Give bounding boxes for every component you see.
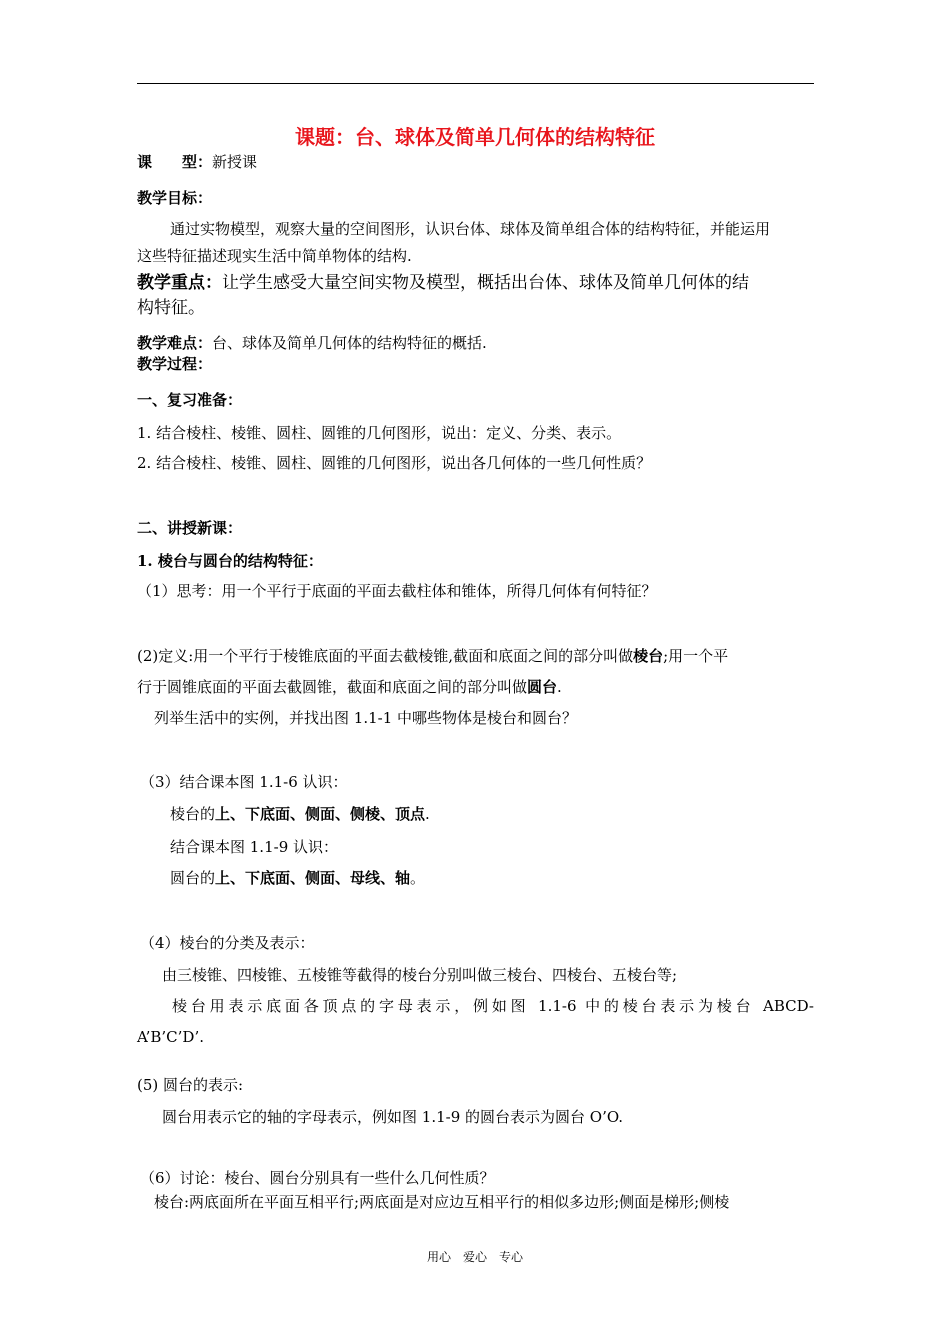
cone-parts-terms: 上、下底面、侧面、母线、轴 [215, 869, 411, 887]
lesson-type-label: 课 型： [137, 153, 213, 171]
review-item-1: 1. 结合棱柱、棱锥、圆柱、圆锥的几何图形，说出：定义、分类、表示。 [137, 424, 622, 442]
cone-parts-prefix: 圆台的 [170, 869, 216, 887]
definition-line-1 [137, 646, 728, 666]
review-heading: 一、复习准备： [137, 391, 243, 409]
frustum-parts-suffix: . [425, 805, 430, 823]
part-4-line-2: 棱台用表示底面各顶点的字母表示，例如图 1.1-6 中的棱台表示为棱台 ABCD- [172, 997, 814, 1015]
part-3-heading: （3）结合课本图 1.1-6 认识： [140, 773, 348, 791]
objectives-heading: 教学目标： [137, 189, 213, 207]
key-points-text: 让学生感受大量空间实物及模型，概括出台体、球体及简单几何体的结 [222, 273, 749, 293]
frustum-parts-prefix: 棱台的 [170, 805, 216, 823]
definition-text: . [557, 678, 562, 696]
lesson-type [137, 152, 257, 172]
part-6-heading: （6）讨论：棱台、圆台分别具有一些什么几何性质？ [140, 1169, 495, 1187]
objectives-line-2: 这些特征描述现实生活中简单物体的结构. [137, 247, 412, 265]
definition-text: (2)定义:用一个平行于棱锥底面的平面去截棱锥,截面和底面之间的部分叫做 [137, 647, 634, 665]
part-4-line-1: 由三棱锥、四棱锥、五棱锥等截得的棱台分别叫做三棱台、四棱台、五棱台等; [162, 966, 678, 984]
frustum-parts-terms: 上、下底面、侧面、侧棱、顶点 [215, 805, 426, 823]
section-1-heading: 1. 棱台与圆台的结构特征： [137, 552, 323, 570]
definition-text: 行于圆锥底面的平面去截圆锥，截面和底面之间的部分叫做 [137, 678, 528, 696]
term-frustum: 棱台 [633, 647, 664, 665]
objectives-line-1: 通过实物模型，观察大量的空间图形，认识台体、球体及简单组合体的结构特征，并能运用 [170, 220, 771, 238]
key-points-line-2: 构特征。 [137, 298, 205, 318]
part-4-line-3: A’B’C’D’. [137, 1028, 204, 1046]
new-lesson-heading: 二、讲授新课： [137, 519, 243, 537]
definition-line-2 [137, 677, 562, 697]
part-5-line: 圆台用表示它的轴的字母表示，例如图 1.1-9 的圆台表示为圆台 O’O. [162, 1108, 624, 1126]
key-points-line-1 [137, 271, 749, 295]
review-item-2: 2. 结合棱柱、棱锥、圆柱、圆锥的几何图形，说出各几何体的一些几何性质？ [137, 454, 652, 472]
term-truncated-cone: 圆台 [527, 678, 558, 696]
definition-text: ;用一个平 [663, 647, 729, 665]
difficulty [137, 333, 487, 353]
difficulty-label: 教学难点： [137, 334, 213, 352]
part-4-heading: （4）棱台的分类及表示： [140, 934, 315, 952]
key-points-label: 教学重点： [137, 273, 222, 293]
page-footer: 用心 爱心 专心 [426, 1250, 523, 1264]
cone-parts-suffix: 。 [410, 869, 426, 887]
example-line: 列举生活中的实例，并找出图 1.1-1 中哪些物体是棱台和圆台？ [154, 709, 578, 727]
frustum-parts [170, 804, 430, 824]
cone-parts [170, 868, 425, 888]
lesson-type-value: 新授课 [212, 153, 258, 171]
think-question: （1）思考：用一个平行于底面的平面去截柱体和锥体，所得几何体有何特征？ [137, 582, 657, 600]
process-heading: 教学过程： [137, 355, 213, 373]
figure-reference: 结合课本图 1.1-9 认识： [170, 838, 339, 856]
part-5-heading: (5) 圆台的表示: [137, 1076, 244, 1094]
part-6-line: 棱台:两底面所在平面互相平行;两底面是对应边互相平行的相似多边形;侧面是梯形;侧棱 [154, 1193, 730, 1211]
header-rule [137, 83, 814, 84]
difficulty-text: 台、球体及简单几何体的结构特征的概括. [212, 334, 487, 352]
page-title: 课题：台、球体及简单几何体的结构特征 [295, 125, 655, 149]
